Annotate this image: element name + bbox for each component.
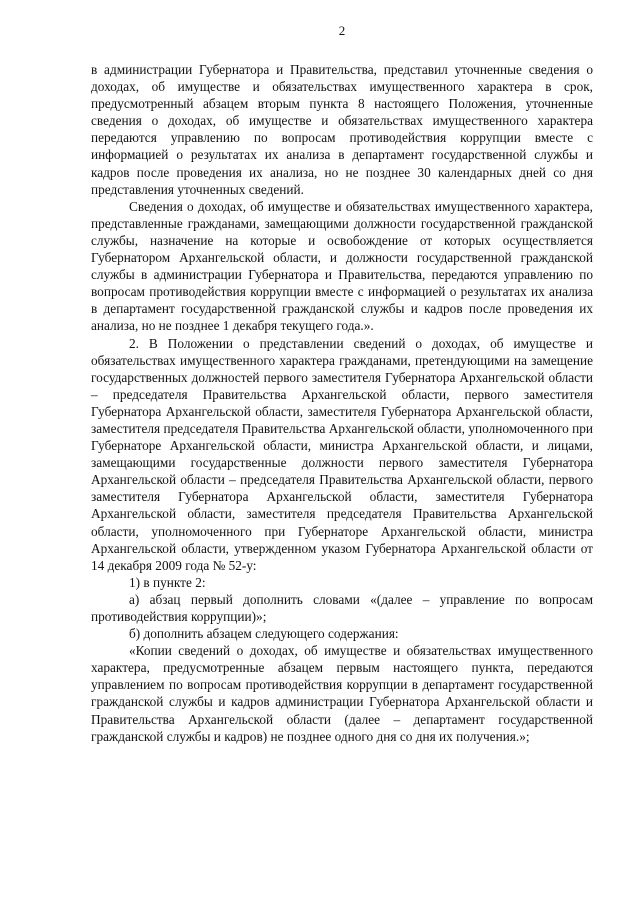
paragraph-item-1: 1) в пункте 2: (129, 574, 206, 590)
paragraph-subitem-a: а) абзац первый дополнить словами «(далее – управление по вопросам противодействия коррупции)»; (91, 591, 593, 624)
page-number: 2 (338, 23, 346, 38)
paragraph-regulation-2: 2. В Положении о представлении сведений о доходах, об имуществе и обязательствах имущественного характера гражданами, претендующими на замещение государственных должностей первого заместителя Губернатора Архангельской области – председателя Правительства Архангельской области, первого заместителя Губернатора Архангельской области, заместителя Губернатора Архангельской области, заместителя председателя Правительства Архангельской области, уполномоченного при Губернаторе Архангельской области, министра Архангельской области, и лицами, замещающими государственные должности первого заместителя Губернатора Архангельской области – председателя Правительства Архангельской области, первого заместителя Губернатора Архангельской области, заместителя Губернатора Архангельской области, заместителя председателя Правительства Архангельской области, уполномоченного при Губернаторе Архангельской области, министра Архангельской области, утвержденном указом Губернатора Архангельской области от 14 декабря 2009 года № 52-у: (91, 335, 593, 573)
paragraph-subitem-b: б) дополнить абзацем следующего содержания: (129, 626, 399, 642)
paragraph-continuation: в администрации Губернатора и Правительства, представил уточненные сведения о доходах, об имуществе и обязательствах имущественного характера в срок, предусмотренный абзацем вторым пункта 8 настоящего Положения, уточненные сведения о доходах, об имуществе и обязательствах имущественного характера передаются управлению по вопросам противодействия коррупции вместе с информацией о результатах их анализа в департамент государственной службы и кадров после проведения их анализа, но не позднее 30 календарных дней со дня представления уточненных сведений. (91, 62, 593, 197)
paragraph-declarations-transfer: Сведения о доходах, об имуществе и обязательствах имущественного характера, представленные гражданами, замещающими должности государственной гражданской службы, назначение на которые и освобождение от которых осуществляется Губернатором Архангельской области, и должности государственной гражданской службы в администрации Губернатора и Правительства, передаются управлению по вопросам противодействия коррупции вместе с информацией о результатах их анализа в департамент государственной гражданской службы и кадров после проведения их анализа, но не позднее 1 декабря текущего года.». (91, 198, 593, 334)
document-body (91, 61, 593, 745)
paragraph-copies-clause: «Копии сведений о доходах, об имуществе и обязательствах имущественного характера, предусмотренные абзацем первым настоящего пункта, передаются управлением по вопросам противодействия коррупции в департамент государственной гражданской службы и кадров администрации Губернатора Архангельской области и Правительства Архангельской области (далее – департамент государственной гражданской службы и кадров) не позднее одного дня со дня их получения.»; (91, 643, 593, 744)
